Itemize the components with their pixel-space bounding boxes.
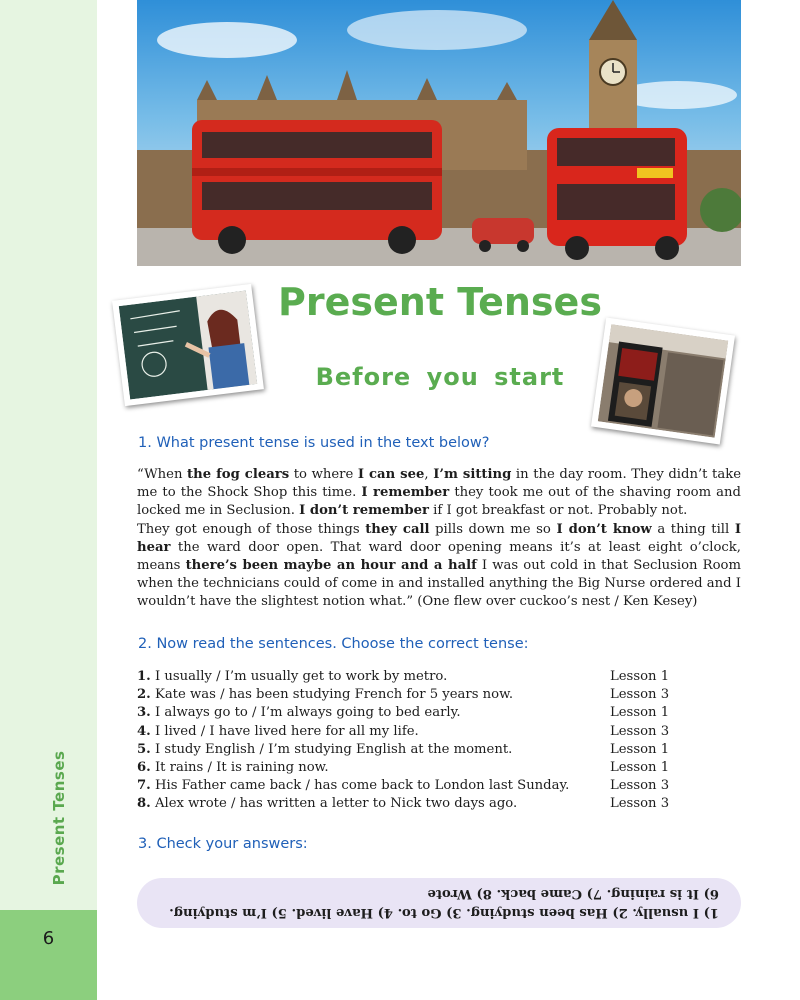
sentence-body: Alex wrote / has written a letter to Nick two days ago.: [150, 796, 518, 812]
sentence-text: [137, 686, 610, 704]
sentence-text: [137, 741, 610, 759]
quote-text-run: They got enough of those things: [137, 521, 366, 537]
teacher-photo: [112, 284, 264, 406]
quote-text-run: in the day room. They didn’t take me to the Shock Shop this time.: [137, 467, 741, 501]
quote-text-run: pills down me so: [429, 521, 557, 537]
quote-bold-phrase: I don’t remember: [299, 503, 429, 519]
lesson-label: Lesson 3: [610, 796, 670, 812]
sidebar-title: Present Tenses: [50, 750, 68, 886]
sentence-number: 8.: [137, 796, 151, 812]
sentence-body: I usually / I’m usually get to work by metro.: [150, 669, 448, 684]
sentence-row: [137, 686, 741, 704]
sentence-text: [137, 668, 610, 686]
hero-image: [137, 0, 741, 266]
answer-line-1: 1) I usually. 2) Has been studying. 3) Go to. 4) Have lived. 5) I’m studying.: [169, 905, 719, 920]
book-cover-icon: [598, 324, 728, 437]
exercise-2-heading: 2. Now read the sentences. Choose the correct tense:: [138, 636, 529, 652]
quote-text: [137, 466, 741, 612]
sentence-text: [137, 777, 610, 795]
sentence-number: 3.: [137, 705, 151, 721]
quote-paragraph-1: [137, 466, 741, 521]
quote-bold-phrase: I remember: [361, 485, 450, 501]
sentence-row: [137, 741, 741, 759]
page-title: Present Tenses: [278, 280, 602, 324]
quote-bold-phrase: I’m sitting: [433, 467, 512, 482]
sentence-row: [137, 723, 741, 741]
lesson-label: Lesson 1: [610, 669, 670, 684]
sentence-body: I study English / I’m studying English at the moment.: [150, 741, 513, 757]
sentence-body: I always go to / I’m always going to bed early.: [150, 705, 461, 721]
exercise-1-heading: 1. What present tense is used in the text below?: [138, 435, 490, 451]
sentence-number: 6.: [137, 759, 151, 775]
lesson-label: Lesson 1: [610, 741, 670, 757]
quote-text-run: to where: [289, 467, 358, 482]
book-photo: [591, 317, 735, 444]
lesson-label: Lesson 3: [610, 687, 670, 703]
quote-bold-phrase: there’s been maybe an hour and a half: [185, 558, 477, 574]
quote-text-run: “When: [137, 467, 188, 482]
sentence-text: [137, 759, 610, 777]
quote-bold-phrase: I can see: [357, 467, 425, 482]
sentence-row: [137, 777, 741, 795]
answer-text: [159, 884, 719, 921]
sentence-text: [137, 704, 610, 722]
quote-text-run: a thing till: [651, 521, 735, 537]
quote-bold-phrase: the fog clears: [187, 467, 290, 482]
quote-text-run: ,: [424, 467, 434, 482]
lesson-label: Lesson 1: [610, 759, 670, 775]
sentence-body: I lived / I have lived here for all my life.: [150, 723, 419, 739]
sentence-number: 2.: [137, 687, 151, 703]
quote-text-run: they took me out of the shaving room and locked me in Seclusion.: [137, 485, 741, 519]
quote-bold-phrase: I hear: [137, 521, 741, 555]
answer-box: [137, 878, 741, 928]
page-number-box: [0, 910, 97, 1000]
page-number: 6: [42, 928, 55, 949]
sentence-row: [137, 759, 741, 777]
london-buses-big-ben-icon: [137, 0, 741, 266]
sentence-text: [137, 795, 610, 813]
quote-text-run: if I got breakfast or not. Probably not.: [428, 503, 688, 519]
sentence-number: 5.: [137, 741, 151, 757]
sentence-text: [137, 723, 610, 741]
quote-text-run: I was out cold in that Seclusion Room when the technicians could of come in and installed anything the Big Nurse ordered and I wouldn’t have the slightest notion what.” (One flew over cuckoo’s nest / Ken Kesey): [137, 558, 741, 610]
sentence-body: His Father came back / has come back to London last Sunday.: [150, 778, 570, 794]
sentence-row: [137, 668, 741, 686]
quote-bold-phrase: they call: [365, 521, 430, 537]
quote-text-run: the ward door open. That ward door opening means it’s at least eight o’clock, means: [137, 539, 741, 574]
sentence-body: It rains / It is raining now.: [150, 759, 329, 775]
lesson-label: Lesson 3: [610, 778, 670, 794]
sentence-row: [137, 795, 741, 813]
exercise-3-heading: 3. Check your answers:: [138, 836, 308, 852]
sentence-list: [137, 668, 741, 814]
lesson-label: Lesson 1: [610, 705, 670, 721]
teacher-at-blackboard-icon: [119, 291, 258, 400]
page-subtitle: Before you start: [315, 363, 565, 391]
sentence-number: 4.: [137, 723, 151, 739]
sentence-number: 7.: [137, 778, 151, 794]
sentence-body: Kate was / has been studying French for 5 years now.: [150, 687, 514, 703]
lesson-label: Lesson 3: [610, 723, 670, 739]
quote-paragraph-2: [137, 521, 741, 612]
sidebar-strip: [0, 0, 97, 1000]
quote-bold-phrase: I don’t know: [556, 521, 652, 537]
answer-line-2: 6) It is raining. 7) Came back. 8) Wrote: [427, 886, 719, 902]
sentence-row: [137, 704, 741, 722]
sentence-number: 1.: [137, 669, 151, 684]
